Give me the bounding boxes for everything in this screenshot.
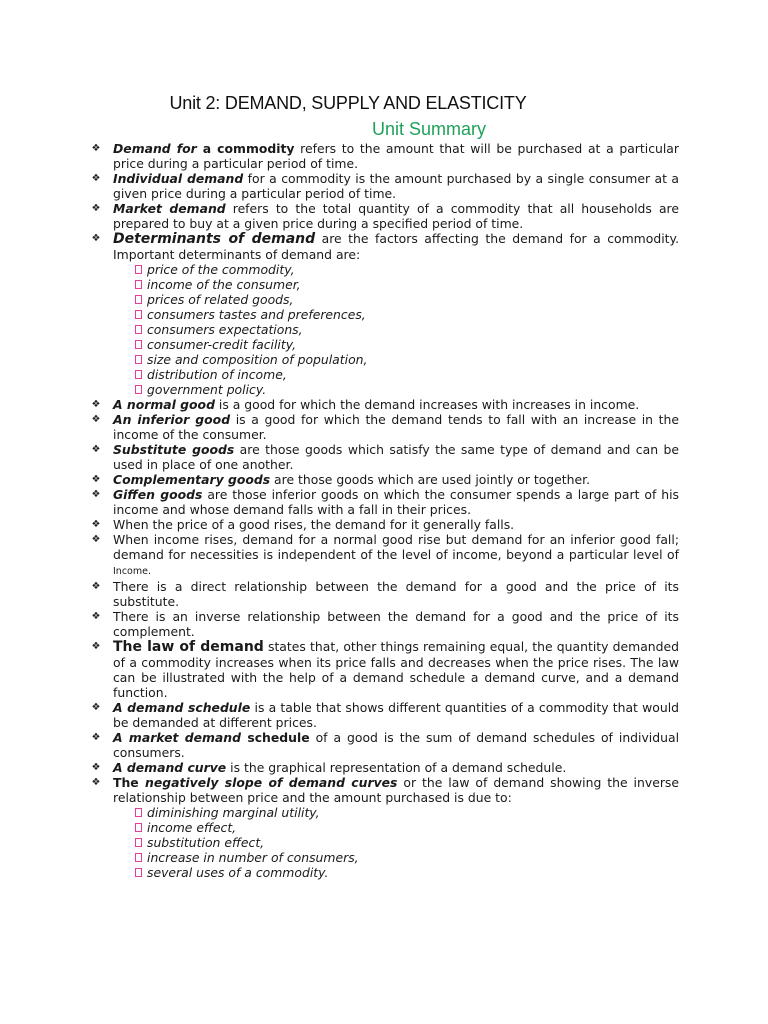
list-item: ❖ Complementary goods are those goods which are used jointly or together. [89,472,679,487]
diamond-bullet-icon: ❖ [91,581,101,592]
determinant-item: price of the commodity, [89,262,679,277]
determinant-item: consumer-credit facility, [89,337,679,352]
diamond-bullet-icon: ❖ [91,519,101,530]
reason-item: diminishing marginal utility, [89,805,679,820]
diamond-bullet-icon: ❖ [91,203,101,214]
diamond-bullet-icon: ❖ [91,732,101,743]
square-bullet-icon [135,370,142,379]
list-item: ❖ Demand for a commodity refers to the amount that will be purchased at a particular price during a particular period of time. [89,141,679,171]
list-item: ❖ When the price of a good rises, the demand for it generally falls. [89,517,679,532]
diamond-bullet-icon: ❖ [91,702,101,713]
determinants-list [89,262,679,397]
determinant-item: income of the consumer, [89,277,679,292]
square-bullet-icon [135,355,142,364]
square-bullet-icon [135,295,142,304]
determinant-item: consumers tastes and preferences, [89,307,679,322]
list-item: ❖ The negatively slope of demand curves or the law of demand showing the inverse relationship between price and the amount purchased is due to: [89,775,679,805]
diamond-bullet-icon: ❖ [91,173,101,184]
list-item: ❖ When income rises, demand for a normal good rise but demand for an inferior good fall; demand for necessities is independent of the level of income, beyond a particular level of Income. [89,532,679,579]
list-item: ❖ A normal good is a good for which the demand increases with increases in income. [89,397,679,412]
diamond-bullet-icon: ❖ [91,489,101,500]
square-bullet-icon [135,280,142,289]
square-bullet-icon [135,310,142,319]
diamond-bullet-icon: ❖ [91,444,101,455]
determinant-item: consumers expectations, [89,322,679,337]
diamond-bullet-icon: ❖ [91,474,101,485]
list-item: ❖ An inferior good is a good for which the demand tends to fall with an increase in the income of the consumer. [89,412,679,442]
list-item: ❖ Individual demand for a commodity is the amount purchased by a single consumer at a given price during a particular period of time. [89,171,679,201]
diamond-bullet-icon: ❖ [91,641,101,652]
list-item: ❖ There is a direct relationship between the demand for a good and the price of its substitute. [89,579,679,609]
square-bullet-icon [135,808,142,817]
diamond-bullet-icon: ❖ [91,611,101,622]
diamond-bullet-icon: ❖ [91,399,101,410]
square-bullet-icon [135,823,142,832]
list-item: ❖ Determinants of demand are the factors affecting the demand for a commodity. Important determinants of demand are: [89,231,679,262]
determinant-item: size and composition of population, [89,352,679,367]
diamond-bullet-icon: ❖ [91,143,101,154]
summary-list [89,141,679,880]
square-bullet-icon [135,265,142,274]
page-title: Unit 2: DEMAND, SUPPLY AND ELASTICITY [169,93,527,113]
determinant-item: distribution of income, [89,367,679,382]
diamond-bullet-icon: ❖ [91,762,101,773]
page-subtitle: Unit Summary [371,119,487,139]
square-bullet-icon [135,340,142,349]
diamond-bullet-icon: ❖ [91,777,101,788]
reason-item: increase in number of consumers, [89,850,679,865]
list-item: ❖ Giffen goods are those inferior goods on which the consumer spends a large part of his income and whose demand falls with a fall in their prices. [89,487,679,517]
determinant-item: prices of related goods, [89,292,679,307]
square-bullet-icon [135,385,142,394]
reason-item: substitution effect, [89,835,679,850]
list-item: ❖ A demand curve is the graphical representation of a demand schedule. [89,760,679,775]
reason-item: several uses of a commodity. [89,865,679,880]
square-bullet-icon [135,853,142,862]
diamond-bullet-icon: ❖ [91,233,101,244]
determinant-item: government policy. [89,382,679,397]
square-bullet-icon [135,838,142,847]
list-item: ❖ The law of demand states that, other things remaining equal, the quantity demanded of a commodity increases when its price falls and decreases when the price rises. The law can be illustrated with the help of a demand schedule a demand curve, and a demand function. [89,639,679,700]
diamond-bullet-icon: ❖ [91,534,101,545]
diamond-bullet-icon: ❖ [91,414,101,425]
list-item: ❖ Substitute goods are those goods which satisfy the same type of demand and can be used in place of one another. [89,442,679,472]
list-item: ❖ Market demand refers to the total quantity of a commodity that all households are prepared to buy at a given price during a specified period of time. [89,201,679,231]
square-bullet-icon [135,325,142,334]
list-item: ❖ There is an inverse relationship between the demand for a good and the price of its complement. [89,609,679,639]
list-item: ❖ A market demand schedule of a good is the sum of demand schedules of individual consumers. [89,730,679,760]
reasons-list [89,805,679,880]
list-item: ❖ A demand schedule is a table that shows different quantities of a commodity that would be demanded at different prices. [89,700,679,730]
square-bullet-icon [135,868,142,877]
reason-item: income effect, [89,820,679,835]
